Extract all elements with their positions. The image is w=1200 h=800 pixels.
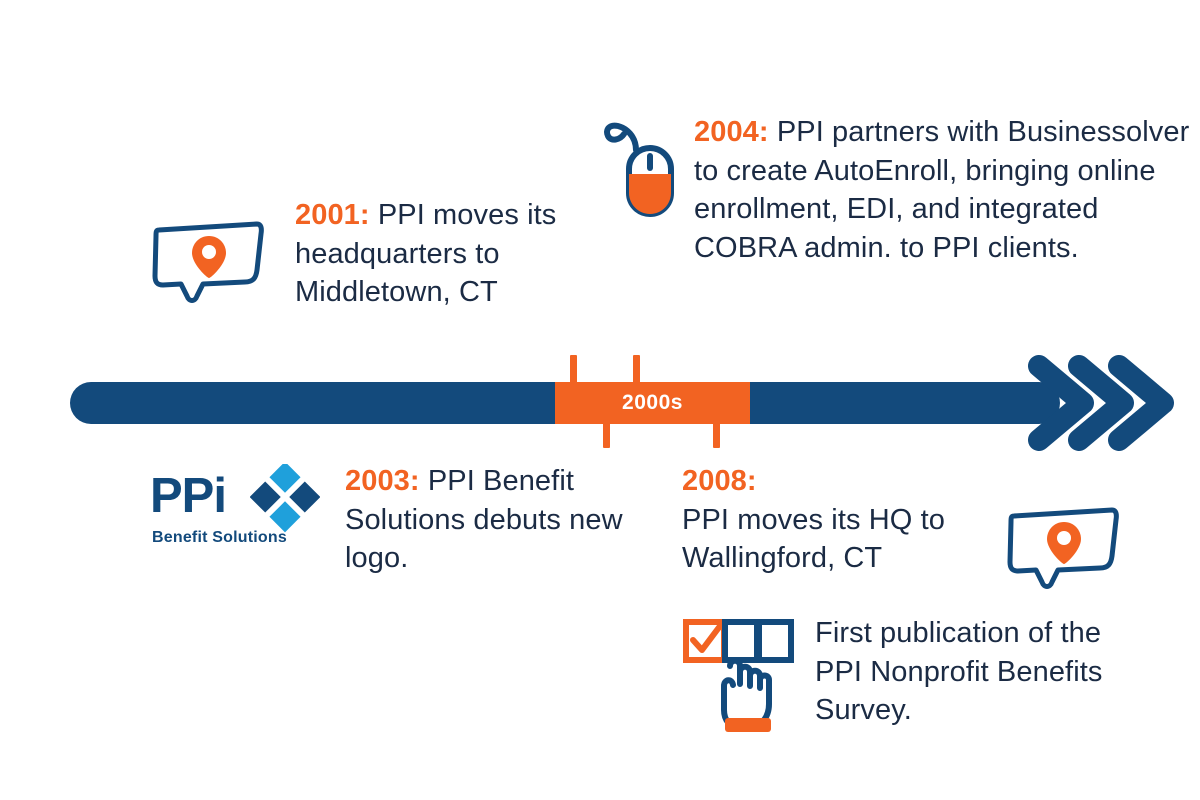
- entry-2008: [682, 462, 982, 578]
- checkbox-cursor-icon: [680, 614, 800, 739]
- entry-2001: [295, 196, 600, 312]
- computer-mouse-icon: [600, 112, 690, 222]
- connecticut-map-pin-icon: [1000, 498, 1130, 598]
- tick-2004: [633, 355, 640, 383]
- entry-2004: [694, 113, 1194, 267]
- entry-2003-text: PPI Benefit Solutions debuts new logo.: [345, 465, 623, 575]
- entry-2003: [345, 462, 635, 578]
- ppi-logo-diamond-icon: [250, 464, 320, 534]
- entry-survey: [815, 614, 1145, 730]
- entry-2001-year: 2001:: [295, 199, 370, 231]
- entry-2003-year: 2003:: [345, 465, 420, 497]
- ppi-logo-wordmark: PPi: [150, 469, 226, 523]
- entry-2001-text: PPI moves its headquarters to Middletown, CT: [295, 199, 557, 309]
- connecticut-map-pin-icon: [145, 212, 275, 312]
- entry-survey-text: First publication of the PPI Nonprofit Benefits Survey.: [815, 617, 1103, 727]
- timeline-decade-label: 2000s: [622, 391, 683, 414]
- timeline-arrow-icon: [1025, 352, 1175, 454]
- entry-2004-text: PPI partners with Businessolver to create AutoEnroll, bringing online enrollment, EDI, and integrated COBRA admin. to PPI clients.: [694, 116, 1190, 264]
- ppi-logo-tagline: Benefit Solutions: [152, 529, 287, 546]
- entry-2008-year: 2008:: [682, 465, 757, 497]
- entry-2004-year: 2004:: [694, 116, 769, 148]
- tick-2001: [570, 355, 577, 383]
- ppi-logo: [150, 466, 315, 561]
- tick-2008: [713, 420, 720, 448]
- tick-2003: [603, 420, 610, 448]
- entry-2008-text: PPI moves its HQ to Wallingford, CT: [682, 503, 945, 575]
